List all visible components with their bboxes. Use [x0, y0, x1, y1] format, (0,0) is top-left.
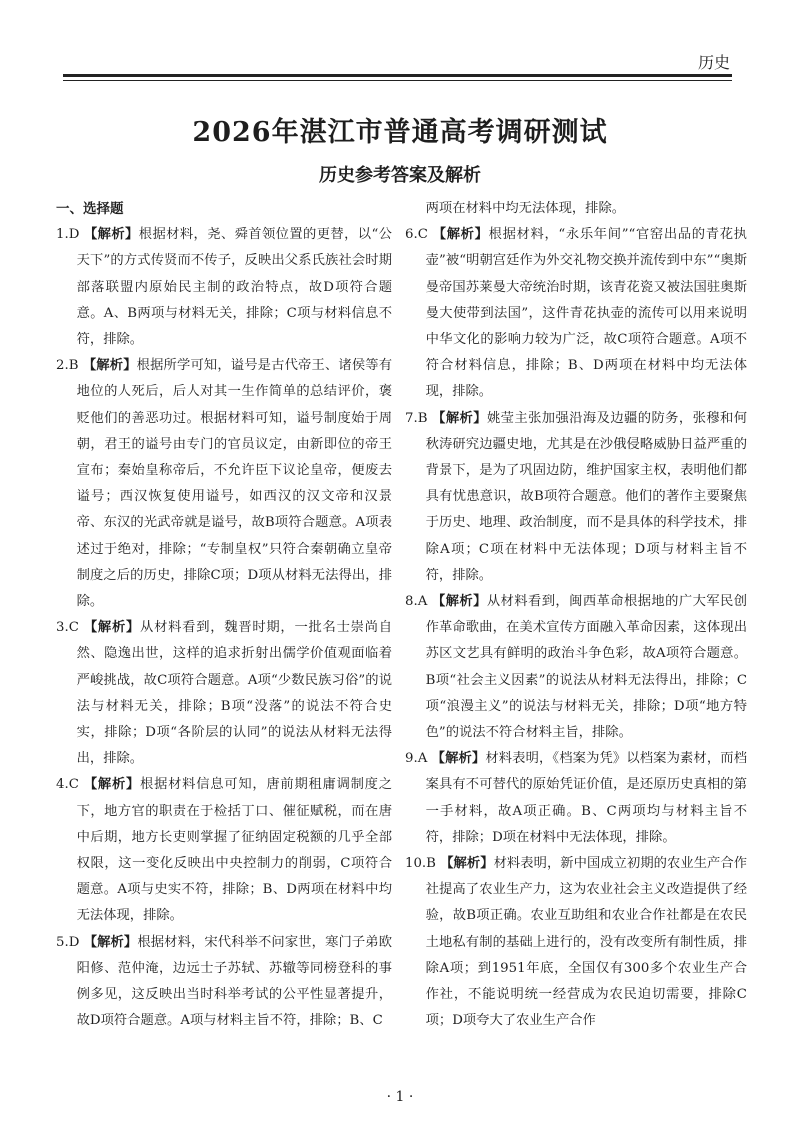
answer-text: 根据所学可知，谥号是古代帝王、诸侯等有地位的人死后，后人对其一生作简单的总结评价，褒贬他们的善恶功过。根据材料可知，谥号制度始于周朝，君王的谥号由专门的官员议定，由新即位的帝王宣布；秦始皇称帝后，不允许臣下议论皇帝，便废去谥号；西汉恢复使用谥号，如西汉的汉文帝和汉景帝、东汉的光武帝就是谥号，故B项符合题意。A项表述过于绝对，排除；“专制皇权”只符合秦朝确立皇帝制度之后的历史，排除C项；D项从材料无法得出，排除。: [76, 358, 393, 610]
answer-text: 根据材料信息可知，唐前期租庸调制度之下，地方官的职责在于检括丁口、催征赋税，而在唐中后期，地方长吏则掌握了征纳固定税额的几乎全部权限，这一变化反映出中央控制力的削弱，C项符合题意。A项与史实不符，排除；B、D两项在材料中均无法体现，排除。: [76, 777, 393, 924]
answer-letter: D: [68, 227, 80, 243]
answer-letter: A: [417, 751, 428, 767]
answer-letter: C: [68, 777, 79, 793]
answer-number: 10.: [405, 856, 427, 872]
answer-number: 2.: [56, 358, 69, 374]
answer-letter: A: [417, 594, 428, 610]
analysis-tag: 【解析】: [82, 358, 137, 374]
answer-item-8: [405, 589, 747, 746]
answer-text: 从材料看到，闽西革命根据地的广大军民创作革命歌曲，在美术宣传方面融入革命因素，这体现出苏区文艺具有鲜明的政治斗争色彩，故A项符合题意。B项“社会主义因素”的说法从材料无法得出，排除；C项“浪漫主义”的说法与材料无关，排除；D项“地方特色”的说法不符合材料主旨，排除。: [425, 594, 748, 741]
analysis-tag: 【解析】: [440, 856, 494, 872]
header-rule-thin: [63, 80, 732, 81]
answer-letter: C: [417, 227, 428, 243]
answer-letter: B: [426, 856, 436, 872]
answer-item-5: [56, 930, 392, 1035]
answer-number: 7.: [405, 410, 418, 426]
analysis-tag: 【解析】: [432, 410, 487, 426]
answer-item-9: [405, 746, 747, 851]
answer-item-2: [56, 353, 392, 615]
right-column: [405, 196, 747, 1035]
answer-item-7: [405, 406, 747, 589]
section-heading: 一、选择题: [56, 201, 124, 217]
answer-number: 5.: [56, 934, 69, 950]
answer-number: 3.: [56, 620, 69, 636]
analysis-tag: 【解析】: [83, 227, 139, 243]
answer-item-1: [56, 222, 392, 353]
answer-letter: D: [68, 934, 80, 950]
answer-item-6: [405, 222, 747, 405]
analysis-tag: 【解析】: [432, 227, 489, 243]
answer-letter: B: [417, 410, 428, 426]
answer-text: 根据材料，“永乐年间”“官窑出品的青花执壶”被“明朝宫廷作为外交礼物交换并流传到中东”“奥斯曼帝国苏莱曼大帝统治时期，该青花瓷又被法国驻奥斯曼大使带到法国”，这件青花执壶的流传可以用来说明中华文化的影响力较为广泛，故C项符合题意。A项不符合材料信息，排除；B、D两项在材料中均无法体现，排除。: [425, 227, 747, 400]
answer-text: 两项在材料中均无法体现，排除。: [425, 201, 626, 216]
answer-number: 1.: [56, 227, 69, 243]
answer-number: 8.: [405, 594, 418, 610]
answer-letter: B: [68, 358, 79, 374]
analysis-tag: 【解析】: [431, 594, 487, 610]
answer-text: 从材料看到，魏晋时期，一批名士崇尚自然、隐逸出世，这样的追求折射出儒学价值观面临着严峻挑战，故C项符合题意。A项“少数民族习俗”的说法与材料无关，排除；B项“没落”的说法不符合史实，排除；D项“各阶层的认同”的说法从材料无法得出，排除。: [76, 620, 393, 767]
answer-text: 姚莹主张加强沿海及边疆的防务，张穆和何秋涛研究边疆史地，尤其是在沙俄侵略威胁日益严重的背景下，是为了巩固边防，维护国家主权，表明他们都具有忧患意识，故B项符合题意。他们的著作主要聚焦于历史、地理、政治制度，而不是具体的科学技术，排除A项；C项在材料中无法体现；D项与材料主旨不符，排除。: [425, 410, 748, 583]
page-number: · 1 ·: [386, 1089, 414, 1105]
answer-letter: C: [68, 620, 79, 636]
answer-number: 6.: [405, 227, 418, 243]
answer-text: 根据材料，宋代科举不问家世，寒门子弟欧阳修、范仲淹，边远士子苏轼、苏辙等同榜登科的事例多见，这反映出当时科举考试的公平性显著提升，故D项符合题意。A项与材料主旨不符，排除；B、C: [76, 934, 393, 1029]
left-column: [56, 196, 392, 1035]
analysis-tag: 【解析】: [83, 620, 141, 636]
page-subtitle: 历史参考答案及解析: [319, 165, 481, 186]
answer-text: 材料表明，新中国成立初期的农业生产合作社提高了农业生产力，这为农业社会主义改造提供了经验，故B项正确。农业互助组和农业合作社都是在农民土地私有制的基础上进行的，没有改变所有制性质，排除A项；到1951年底，全国仅有300多个农业生产合作社，不能说明统一经营成为农民迫切需要，排除C项；D项夸大了农业生产合作: [425, 856, 748, 1029]
page-title: 2026年湛江市普通高考调研测试: [192, 117, 608, 148]
header-subject: 历史: [697, 53, 730, 72]
header-rule-thick: [63, 74, 732, 77]
answer-item-4: [56, 772, 392, 929]
answer-item-10: [405, 851, 747, 1034]
answer-item-3: [56, 615, 392, 772]
analysis-tag: 【解析】: [431, 751, 486, 767]
answer-number: 9.: [405, 751, 418, 767]
answer-item-5-continued: [405, 196, 747, 222]
analysis-tag: 【解析】: [83, 777, 141, 793]
answer-text: 材料表明，《档案为凭》以档案为素材，而档案具有不可替代的原始凭证价值，是还原历史真相的第一手材料，故A项正确。B、C两项均与材料主旨不符，排除；D项在材料中无法体现，排除。: [425, 751, 747, 845]
analysis-tag: 【解析】: [83, 934, 138, 950]
answer-number: 4.: [56, 777, 69, 793]
answer-text: 根据材料，尧、舜首领位置的更替，以“公天下”的方式传贤而不传子，反映出父系氏族社会时期部落联盟内原始民主制的政治特点，故D项符合题意。A、B两项与材料无关，排除；C项与材料信息不符，排除。: [76, 227, 392, 348]
